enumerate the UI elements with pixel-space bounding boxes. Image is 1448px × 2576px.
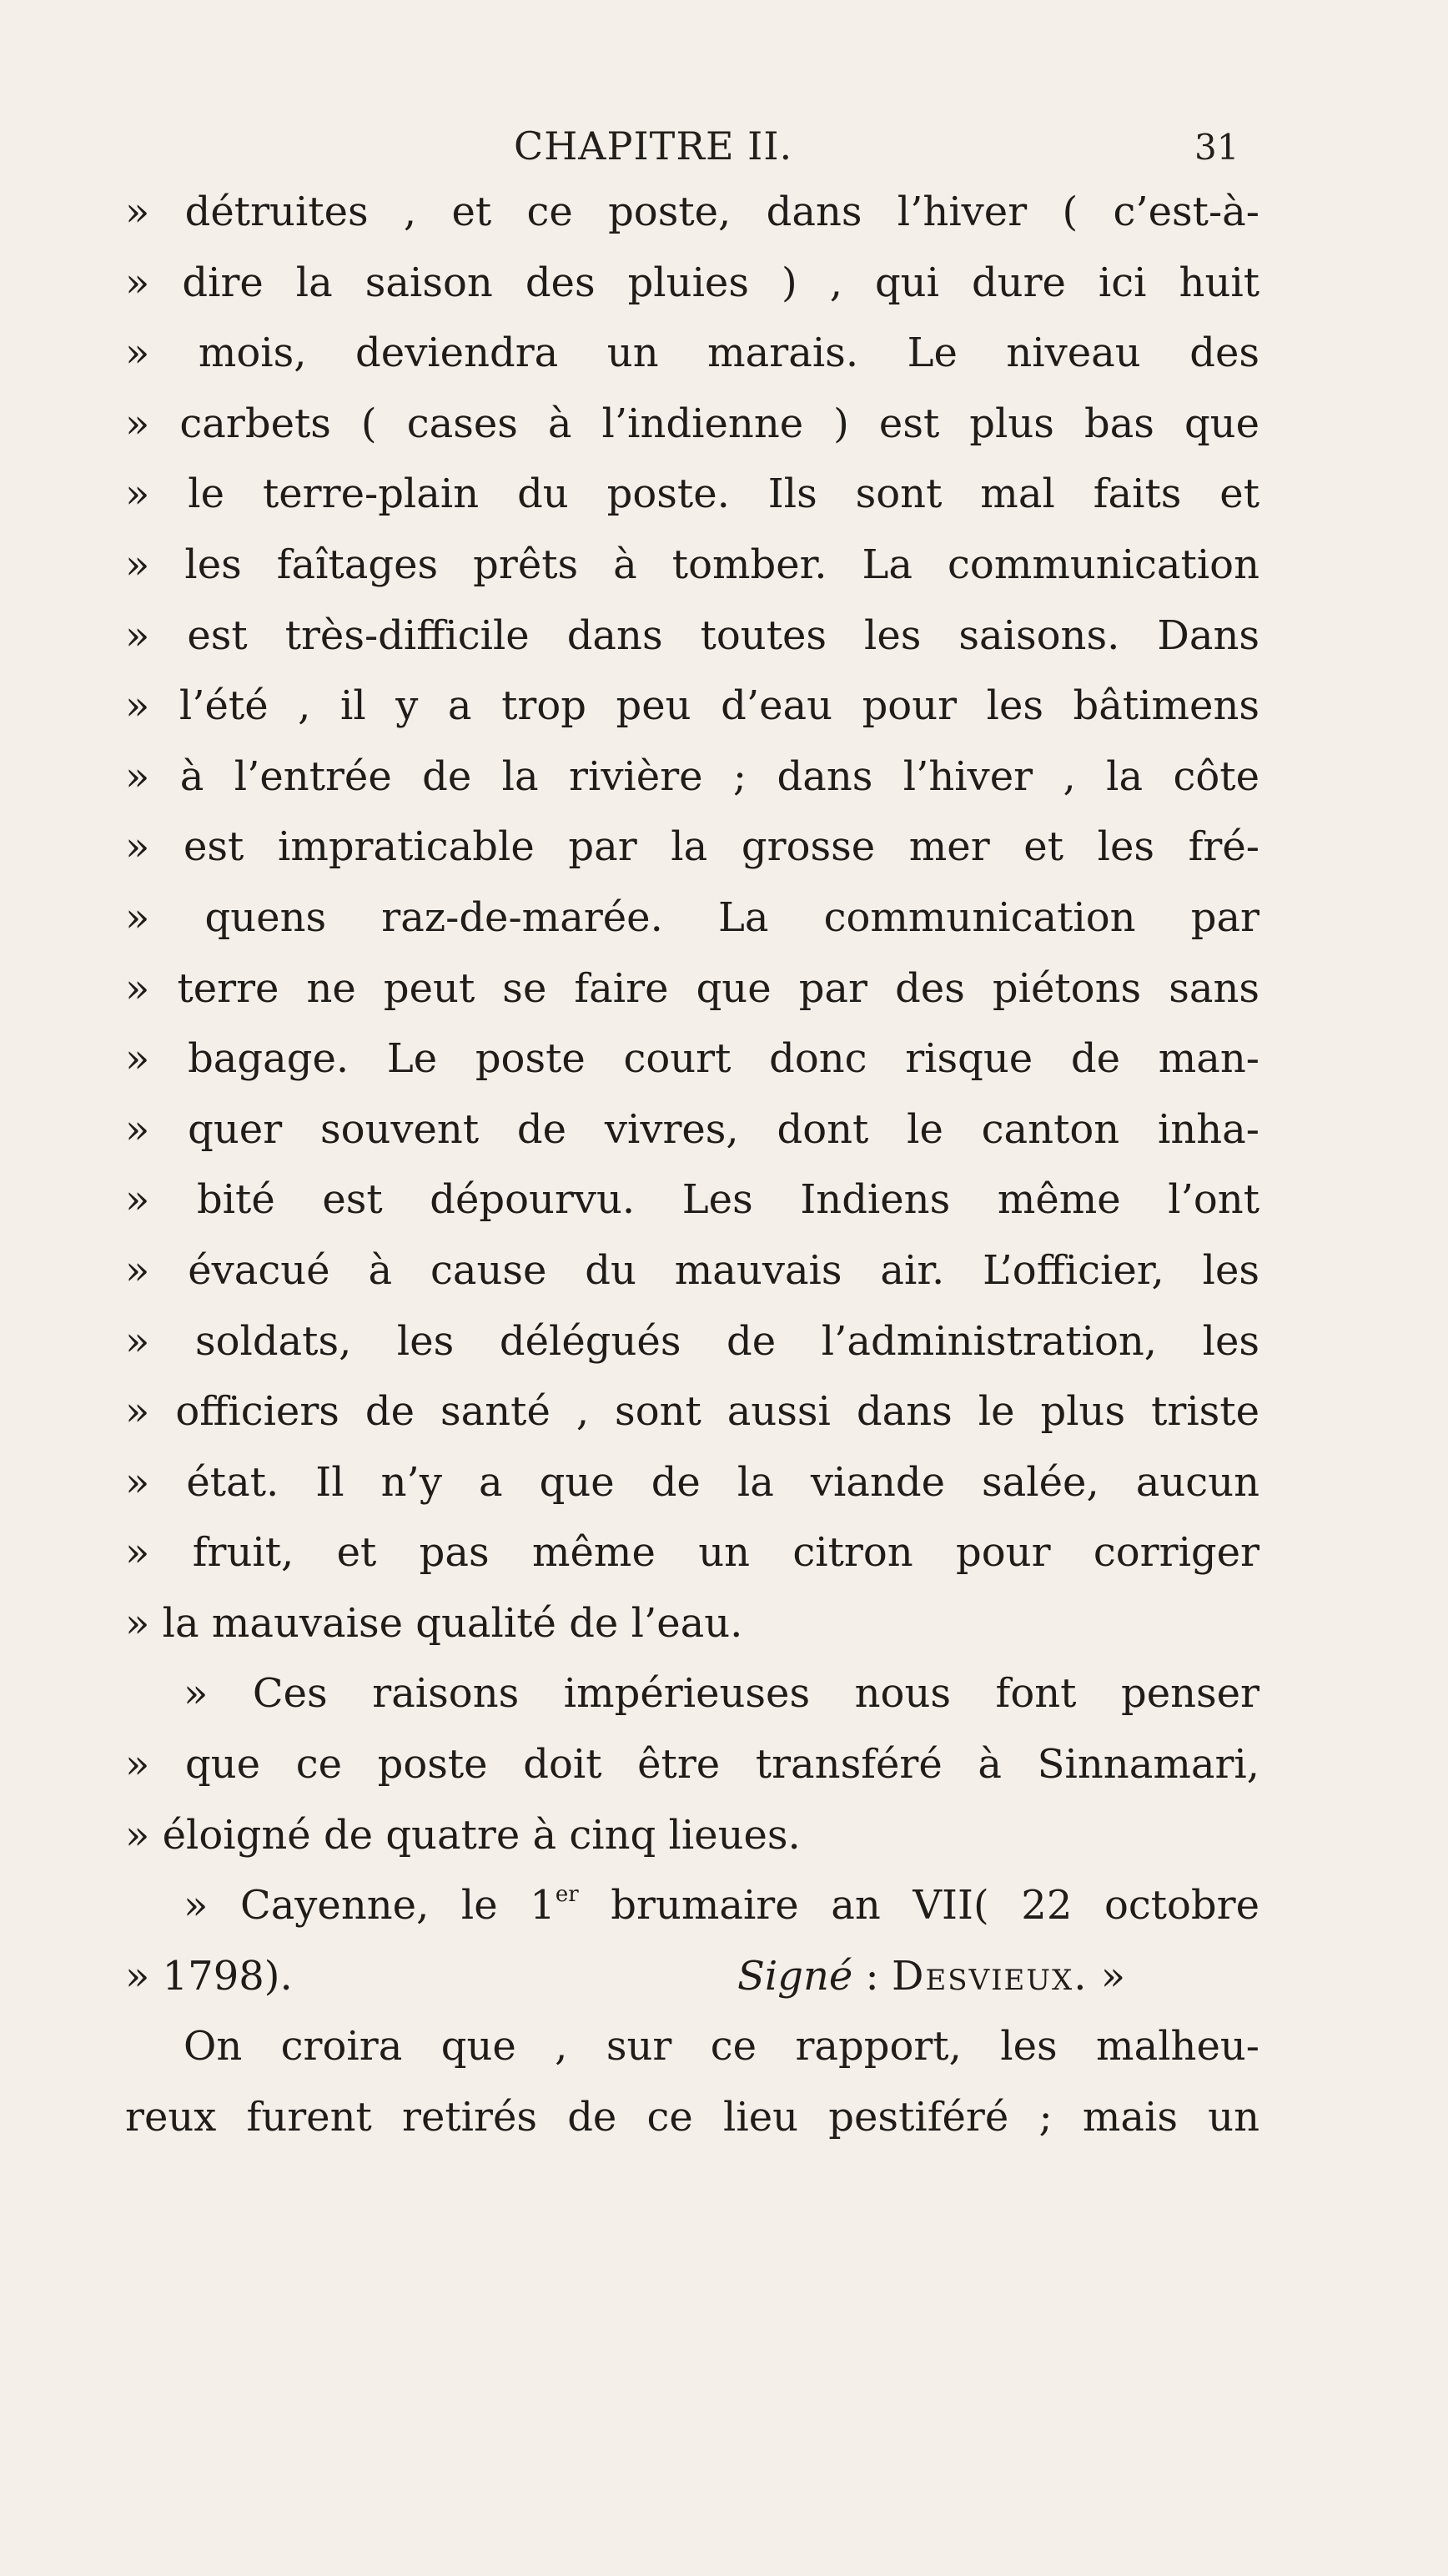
text-line: » soldats, les délégués de l’administration, les <box>125 1317 1259 1365</box>
text-line: » bité est dépourvu. Les Indiens même l’ont <box>125 1176 1259 1224</box>
signatory-name: Desvieux. <box>891 1952 1089 2000</box>
text-line: » fruit, et pas même un citron pour corriger <box>125 1529 1259 1577</box>
text-line: » mois, deviendra un marais. Le niveau des <box>125 330 1259 377</box>
closing-quote: » <box>1088 1952 1126 2000</box>
text-line: » quer souvent de vivres, dont le canton inha- <box>125 1105 1259 1153</box>
signature-label: Signé <box>737 1952 853 2000</box>
dateline-end: brumaire an VII( 22 octobre <box>578 1882 1259 1929</box>
dateline <box>125 1870 1259 1941</box>
text-line: » officiers de santé , sont aussi dans le plus triste <box>125 1388 1259 1436</box>
chapter-title: CHAPITRE II. <box>514 123 793 169</box>
text-line: » carbets ( cases à l’indienne ) est plus bas que <box>125 400 1259 447</box>
page-number: 31 <box>1194 127 1239 168</box>
text-line: » quens raz-de-marée. La communication par <box>125 893 1259 941</box>
text-line: On croira que , sur ce rapport, les malheu- <box>184 2023 1259 2070</box>
text-line: » bagage. Le poste court donc risque de man- <box>125 1035 1259 1083</box>
signature-line <box>125 1941 1259 2012</box>
text-line: » à l’entrée de la rivière ; dans l’hiver , la côte <box>125 752 1259 800</box>
text-line: » détruites , et ce poste, dans l’hiver ( c’est-à- <box>125 189 1259 235</box>
text-line: » dire la saison des pluies ) , qui dure ici huit <box>125 259 1259 306</box>
signature-colon: : <box>852 1952 892 2000</box>
text-line: » l’été , il y a trop peu d’eau pour les bâtimens <box>125 682 1259 730</box>
year-text: » 1798). <box>125 1952 293 2000</box>
text-line: » éloigné de quatre à cinq lieues. <box>125 1811 801 1859</box>
text-line: » le terre-plain du poste. Ils sont mal faits et <box>125 470 1259 518</box>
text-line: » Ces raisons impérieuses nous font penser <box>184 1670 1259 1718</box>
text-line: » terre ne peut se faire que par des piétons sans <box>125 964 1259 1012</box>
signature <box>737 1941 1125 2012</box>
text-line: » évacué à cause du mauvais air. L’officier, les <box>125 1246 1259 1294</box>
running-head <box>0 123 1448 174</box>
text-line: » est très-difficile dans toutes les saisons. Dans <box>125 611 1259 659</box>
text-line: reux furent retirés de ce lieu pestiféré ; mais un <box>125 2094 1259 2141</box>
text-line: » état. Il n’y a que de la viande salée, aucun <box>125 1458 1259 1506</box>
body-text <box>125 177 1259 2153</box>
dateline-start: » Cayenne, le 1 <box>184 1882 556 1929</box>
text-line: » est impraticable par la grosse mer et les fré- <box>125 823 1259 871</box>
text-line: » les faîtages prêts à tomber. La communication <box>125 541 1259 588</box>
text-line: » la mauvaise qualité de l’eau. <box>125 1599 743 1647</box>
ordinal-superscript: er <box>555 1882 579 1908</box>
text-line: » que ce poste doit être transféré à Sinnamari, <box>125 1741 1259 1789</box>
